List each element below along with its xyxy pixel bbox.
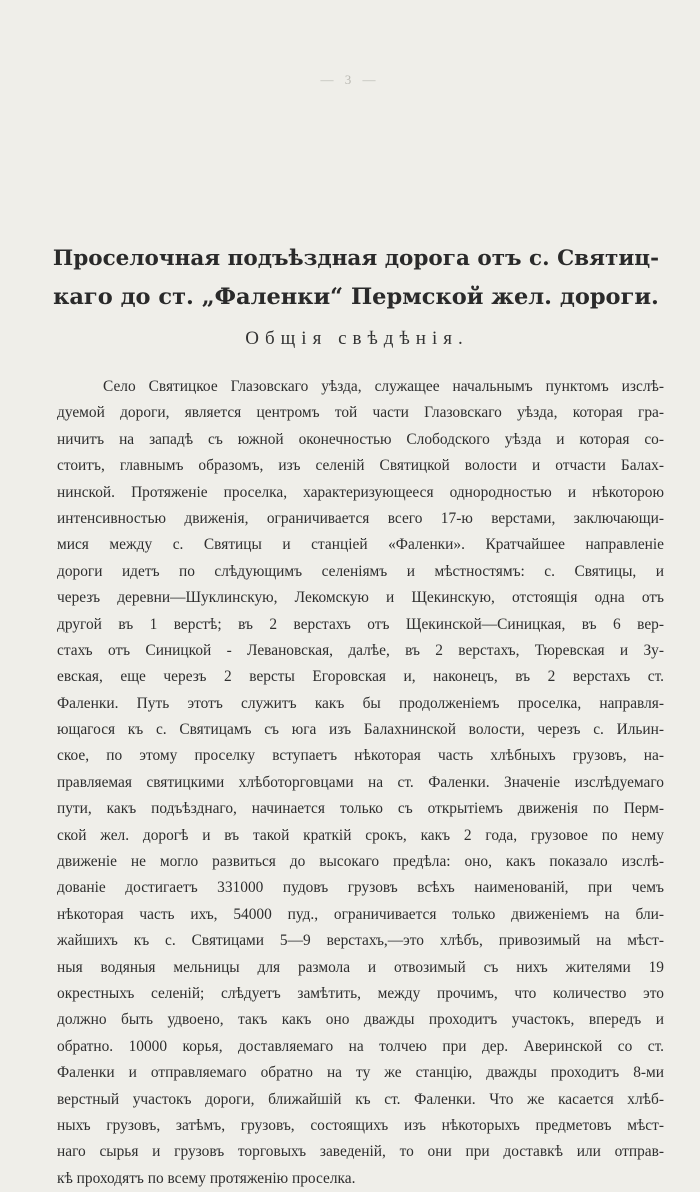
text-line: должно быть удвоено, такъ какъ оно дважды проходитъ участокъ, впередъ и (57, 1011, 664, 1029)
document-title (50, 240, 662, 316)
text-line: наго сырья и грузовъ торговыхъ заведеній, то они при доставкѣ или отправ- (57, 1143, 664, 1161)
section-heading: Общія свѣдѣнія. (245, 328, 469, 349)
text-line: другой въ 1 верстѣ; въ 2 верстахъ отъ Щекинской—Синицкая, въ 6 вер- (57, 615, 664, 633)
text-line: ской жел. дорогѣ и въ такой краткій срокъ, какъ 2 года, грузовое по нему (57, 826, 664, 844)
body-paragraph (57, 374, 664, 1192)
text-line: кѣ проходятъ по всему протяженію проселка. (57, 1169, 356, 1187)
text-line: черезъ деревни—Шуклинскую, Лекомскую и Щекинскую, отстоящія одна отъ (57, 589, 664, 607)
text-line: дороги идетъ по слѣдующимъ селеніямъ и мѣстностямъ: с. Святицы, и (57, 562, 664, 580)
text-line: нинской. Протяженіе проселка, характеризующееся однородностью и нѣкоторою (57, 483, 664, 501)
text-line: пути, какъ подъѣзднаго, начинается только съ открытіемъ движенія по Перм- (57, 800, 664, 818)
text-line: жайшихъ къ с. Святицами 5—9 верстахъ,—это хлѣбъ, привозимый на мѣст- (57, 932, 664, 950)
text-line: движеніе не могло развиться до высокаго предѣла: оно, какъ показало изслѣ- (57, 853, 664, 871)
text-line: Фаленки и отправляемаго обратно на ту же станцію, дважды проходитъ 8-ми (57, 1064, 664, 1082)
text-line: нѣкоторая часть ихъ, 54000 пуд., ограничивается только движеніемъ на бли- (57, 905, 664, 923)
text-line: стоитъ, главнымъ образомъ, изъ селеній Святицкой волости и отчасти Балах- (57, 457, 664, 475)
text-line: евская, еще черезъ 2 версты Егоровская и, наконецъ, въ 2 верстахъ ст. (57, 668, 664, 686)
text-line: стахъ отъ Синицкой - Левановская, далѣе, въ 2 верстахъ, Тюревская и Зу- (57, 641, 664, 659)
text-line: ское, по этому проселку вступаетъ нѣкоторая часть хлѣбныхъ грузовъ, на- (57, 747, 664, 765)
text-line: правляемая святицкими хлѣботорговцами на ст. Фаленки. Значеніе изслѣдуемаго (57, 773, 664, 791)
text-line: обратно. 10000 корья, доставляемаго на толчею при дер. Аверинской со ст. (57, 1037, 664, 1055)
text-line: ныхъ грузовъ, затѣмъ, грузовъ, состоящихъ изъ нѣкоторыхъ предметовъ мѣст- (57, 1116, 664, 1134)
title-line-2: каго до ст. „Фаленки“ Пермской жел. дороги. (53, 284, 659, 310)
text-line: Село Святицкое Глазовскаго уѣзда, служащее начальнымъ пунктомъ изслѣ- (103, 378, 664, 395)
page-bottom-edge (0, 1145, 700, 1146)
title-line-1: Проселочная подъѣздная дорога отъ с. Святиц- (52, 246, 660, 271)
text-line: ющагося къ с. Святицамъ съ юга изъ Балахнинской волости, черезъ с. Ильин- (57, 721, 664, 739)
text-line: ничитъ на западѣ съ южной оконечностью Слободского уѣзда и которая со- (57, 430, 664, 448)
text-line: верстный участокъ дороги, ближайшій къ ст. Фаленки. Что же касается хлѣб- (57, 1090, 664, 1108)
text-line: окрестныхъ селеній; слѣдуетъ замѣтить, между прочимъ, что количество это (57, 984, 664, 1002)
text-line: Фаленки. Путь этотъ служитъ какъ бы продолженіемъ проселка, направля- (57, 694, 664, 712)
text-line: ныя водяныя мельницы для размола и отвозимый съ нихъ жителями 19 (57, 958, 664, 976)
text-line: дованіе достигаетъ 331000 пудовъ грузовъ всѣхъ наименованій, при чемъ (57, 879, 664, 897)
page-number: — 3 — (320, 72, 380, 87)
text-line: дуемой дороги, является центромъ той части Глазовскаго уѣзда, которая гра- (57, 404, 664, 422)
text-line: мися между с. Святицы и станціей «Фаленки». Кратчайшее направленіе (57, 536, 664, 554)
text-line: интенсивностью движенія, ограничивается всего 17-ю верстами, заключающи- (57, 509, 664, 527)
